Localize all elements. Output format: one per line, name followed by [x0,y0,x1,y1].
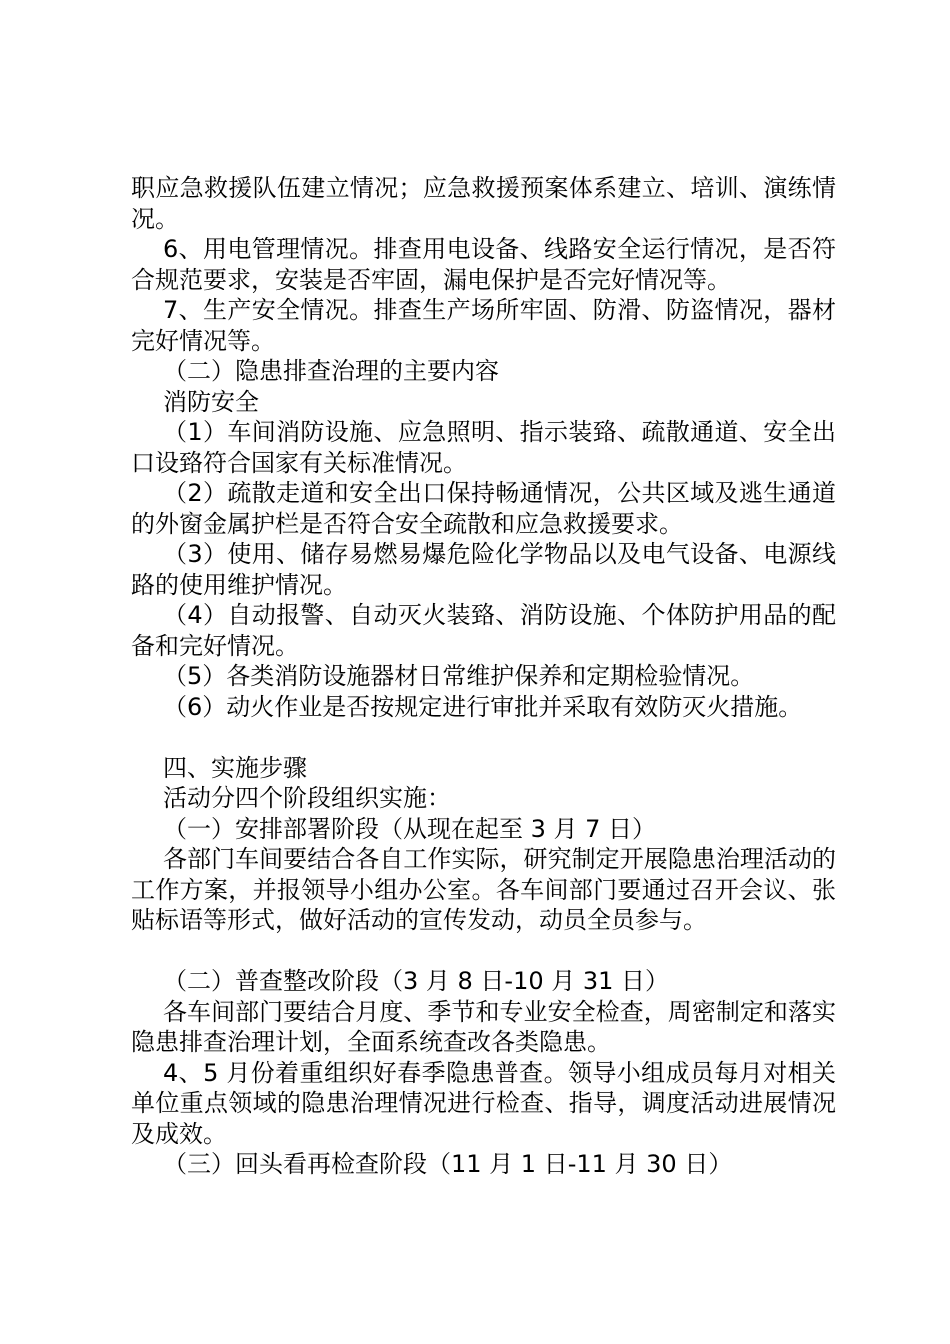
fire-item-3: （3）使用、储存易燃易爆危险化学物品以及电气设备、电源线路的使用维护情况。 [131,540,836,599]
stage-3-heading: （三）回头看再检查阶段（11 月 1 日-11 月 30 日） [163,1150,733,1178]
stage-2-body: 各车间部门要结合月度、季节和专业安全检查，周密制定和落实隐患排查治理计划，全面系统查改各类隐患。 [131,997,836,1056]
paragraph-production-safety: 7、生产安全情况。排查生产场所牢固、防滑、防盗情况，器材完好情况等。 [131,296,836,355]
paragraph-four-stages: 活动分四个阶段组织实施： [163,784,451,812]
blank-line [131,936,836,967]
fire-item-4: （4）自动报警、自动灭火装臵、消防设施、个体防护用品的配备和完好情况。 [131,601,836,660]
paragraph-emergency-rescue: 职应急救援队伍建立情况；应急救援预案体系建立、培训、演练情况。 [131,174,836,233]
stage-2-spring-inspection: 4、5 月份着重组织好春季隐患普查。领导小组成员每月对相关单位重点领域的隐患治理情况进行检查、指导，调度活动进展情况及成效。 [131,1058,836,1148]
fire-item-2: （2）疏散走道和安全出口保持畅通情况，公共区域及逃生通道的外窗金属护栏是否符合安全疏散和应急救援要求。 [131,479,836,538]
stage-1-heading: （一）安排部署阶段（从现在起至 3 月 7 日） [163,814,657,843]
fire-item-5: （5）各类消防设施器材日常维护保养和定期检验情况。 [163,662,755,690]
section-heading-hazard-content: （二）隐患排查治理的主要内容 [163,357,499,385]
section-heading-implementation: 四、实施步骤 [163,753,307,782]
document-body [131,173,836,1180]
stage-1-body: 各部门车间要结合各自工作实际，研究制定开展隐患治理活动的工作方案，并报领导小组办公室。各车间部门要通过召开会议、张贴标语等形式，做好活动的宣传发动，动员全员参与。 [131,845,836,934]
fire-item-6: （6）动火作业是否按规定进行审批并采取有效防灭火措施。 [163,692,803,721]
stage-2-heading: （二）普查整改阶段（3 月 8 日-10 月 31 日） [163,967,670,995]
paragraph-electricity-management: 6、用电管理情况。排查用电设备、线路安全运行情况，是否符合规范要求，安装是否牢固，漏电保护是否完好情况等。 [131,235,836,294]
blank-line [131,722,836,753]
fire-item-1: （1）车间消防设施、应急照明、指示装臵、疏散通道、安全出口设臵符合国家有关标准情况。 [131,418,836,477]
subheading-fire-safety: 消防安全 [163,387,259,416]
